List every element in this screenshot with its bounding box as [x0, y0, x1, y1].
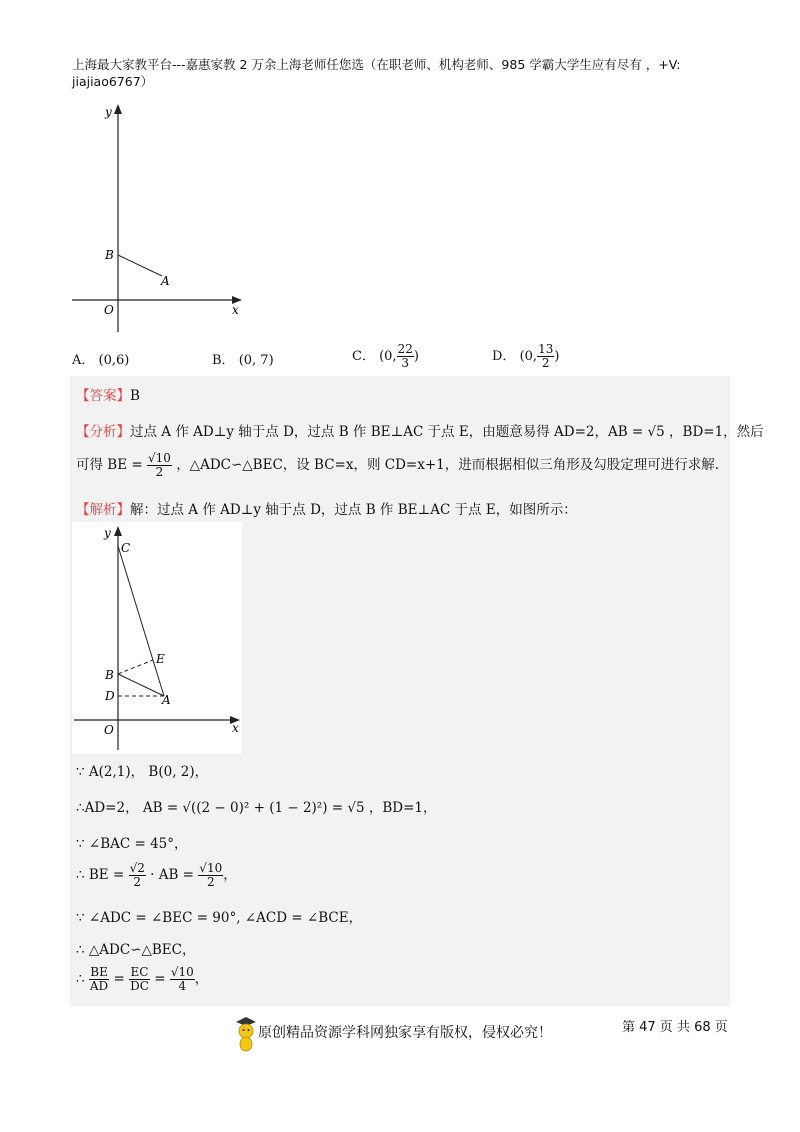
option-d[interactable]: D． (0, $\frac{13}{2}$ )	[492, 342, 560, 370]
label-o: O	[104, 303, 114, 317]
solution-step-4: ∴ BE = $\frac{√2}{2}$ · AB = $\frac{√10}{2}$ ，	[76, 861, 237, 889]
answer-line	[76, 384, 140, 404]
page-header: 上海最大家教平台---嘉惠家教 2 万余上海老师任您选（在职老师、机构老师、985 学霸大学生应有尽有 ，+V: jiajiao6767）	[72, 57, 681, 89]
label-o: O	[104, 723, 114, 737]
segment-ba	[118, 255, 162, 276]
y-axis-arrow	[114, 104, 122, 114]
figure-coordinate-plane	[68, 100, 248, 340]
solution-step-7: ∴ $\frac{BE}{AD}$ = $\frac{EC}{DC}$ = $\frac{√10}{4}$ ，	[76, 965, 209, 993]
solution-step-3: ∵ ∠BAC = 45°，	[76, 836, 188, 852]
mascot-icon	[234, 1016, 258, 1052]
label-e: E	[156, 652, 165, 666]
page-number: 第 47 页 共 68 页	[622, 1020, 728, 1035]
analysis-line-1: 【分析】过点 A 作 AD⊥y 轴于点 D，过点 B 作 BE⊥AC 于点 E，由题意易得 AD=2，AB = √5 ，BD=1，然后	[76, 424, 764, 440]
answer-tag: 【答案】	[76, 388, 130, 404]
solution-step-6: ∴ △ADC∽△BEC，	[76, 942, 196, 958]
label-a: A	[161, 274, 170, 288]
solution-intro: 【解析】解：过点 A 作 AD⊥y 轴于点 D，过点 B 作 BE⊥AC 于点 E，如图所示：	[76, 502, 577, 518]
label-x: x	[232, 721, 239, 735]
label-y: y	[105, 105, 112, 119]
solution-tag: 【解析】	[76, 502, 130, 518]
label-c: C	[121, 541, 131, 555]
label-a: A	[162, 693, 171, 707]
option-c[interactable]: C． (0, $\frac{22}{3}$ )	[352, 342, 419, 370]
solution-step-2: ∴AD=2， AB = √((2 − 0)² + (1 − 2)²) = √5 ，BD=1，	[76, 800, 437, 816]
option-a[interactable]: A． (0,6)	[72, 353, 130, 368]
label-b: B	[105, 248, 114, 262]
analysis-tag: 【分析】	[76, 424, 130, 440]
solution-step-5: ∵ ∠ADC = ∠BEC = 90°, ∠ACD = ∠BCE，	[76, 910, 363, 926]
label-d: D	[105, 689, 115, 703]
solution-step-1: ∵ A(2,1)， B(0, 2)，	[76, 764, 209, 780]
copyright-notice: 原创精品资源学科网独家享有版权，侵权必究！	[258, 1025, 552, 1041]
answer-value: B	[130, 388, 140, 404]
analysis-line-2: 可得 BE = $\frac{√10}{2}$ ，△ADC∽△BEC，设 BC=x，则 CD=x+1，进而根据相似三角形及勾股定理可进行求解.	[76, 451, 720, 479]
label-x: x	[232, 303, 239, 317]
option-b[interactable]: B． (0, 7)	[212, 353, 274, 368]
label-y: y	[104, 526, 111, 540]
answer-options	[72, 343, 712, 379]
figure-solution-diagram	[72, 522, 242, 754]
label-b: B	[105, 668, 114, 682]
